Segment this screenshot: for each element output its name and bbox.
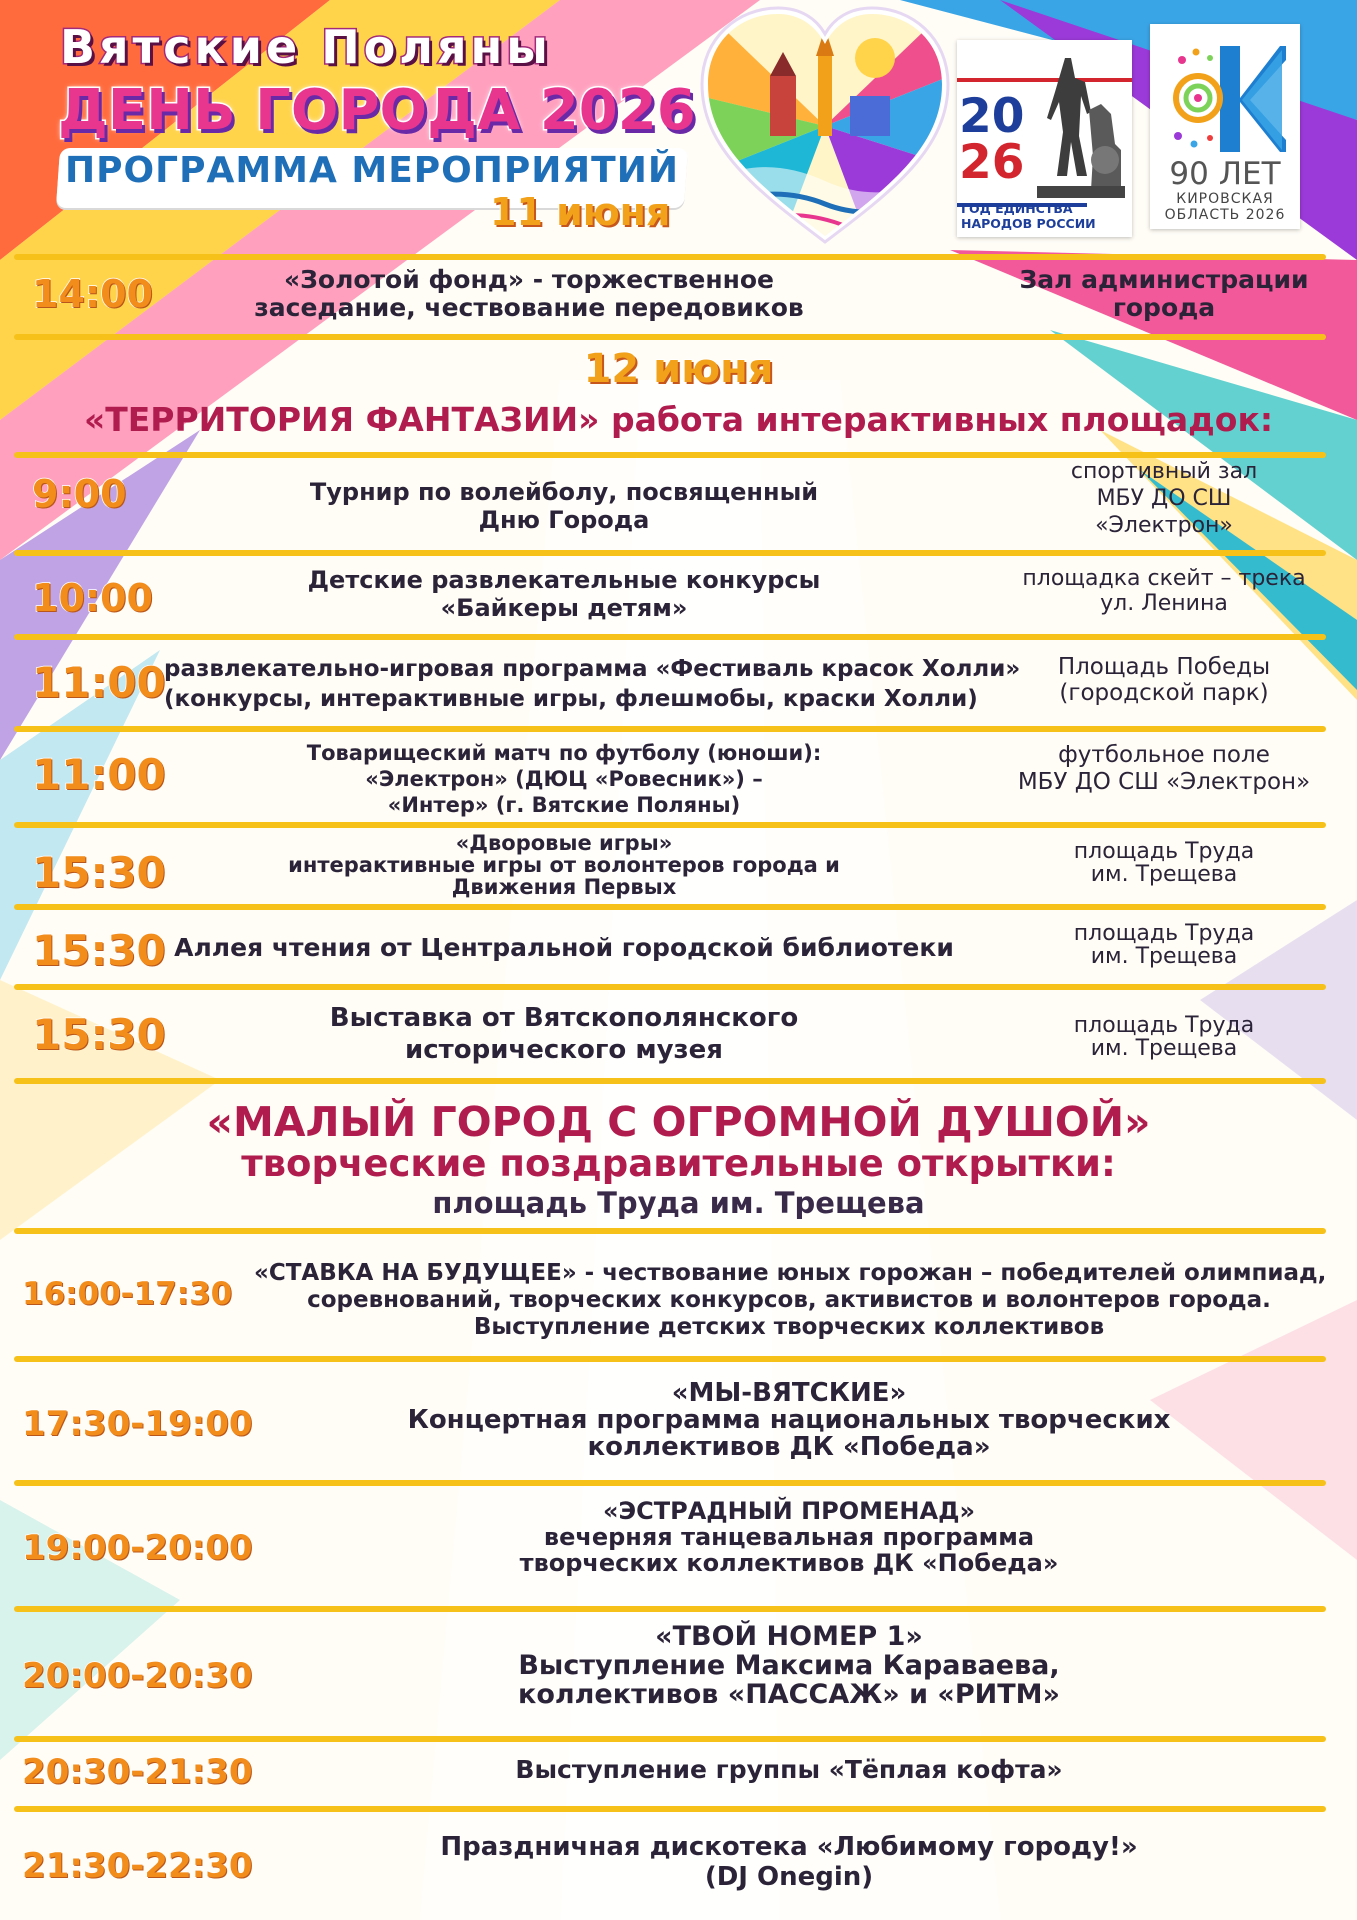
event-venue [994,566,1334,616]
event-venue [994,654,1334,706]
event-time: 14:00 [32,272,153,316]
event-description-line: Выступление группы «Тёплая кофта» [515,1755,1063,1784]
city-heart-emblem-icon [700,6,950,246]
event-venue-line: Площадь Победы [1057,654,1271,680]
event-time: 15:30 [32,1010,166,1059]
event-description [254,1260,1327,1341]
event-description-line: исторического музея [405,1035,723,1065]
event-description-line: Выставка от Вятскополянского [329,1003,799,1033]
event-venue-line: площадка скейт – трека [1022,566,1306,591]
schedule-row [14,1488,1326,1606]
event-description-line: Детские развлекательные конкурсы [307,566,821,594]
event-description-line: «Дворовые игры» [455,831,673,855]
unity-year-bottom: 26 [959,135,1025,190]
anniversary-region [1150,191,1300,223]
event-description-line: Концертная программа национальных творческих [407,1405,1171,1435]
divider-line [14,726,1326,732]
event-description-line: коллективов «ПАССАЖ» и «РИТМ» [518,1679,1060,1710]
monument-icon [1027,50,1127,200]
event-description-line: Товарищеский матч по футболу (юноши): [306,741,822,765]
unity-year-2026-logo-icon [957,40,1132,237]
block2-place: площадь Труда им. Трещева [432,1186,925,1220]
event-venue-line: МБУ ДО СШ «Электрон» [1017,769,1311,795]
event-time: 9:00 [32,472,127,516]
event-venue-line: им. Трещева [1090,944,1238,969]
event-venue-line: города [1112,293,1216,322]
schedule-row [14,830,1326,904]
unity-motto-line2: НАРОДОВ РОССИИ [961,216,1096,231]
event-venue [994,458,1334,539]
event-description-line: «МЫ-ВЯТСКИЕ» [671,1378,907,1408]
event-description-line: «ЭСТРАДНЫЙ ПРОМЕНАД» [603,1497,975,1525]
unity-year-motto [957,201,1111,231]
event-description-line: «Байкеры детям» [440,594,688,622]
event-description [254,1380,1324,1461]
event-time: 21:30-22:30 [22,1846,253,1886]
event-description [254,1832,1324,1892]
event-description-line: заседание, чествование передовиков [254,293,804,322]
event-description [164,478,964,534]
event-description [164,832,964,898]
anniversary-region-line2: ОБЛАСТЬ 2026 [1164,207,1286,223]
event-description-line: Выступление Максима Караваева, [518,1650,1060,1681]
event-description-line: Праздничная дискотека «Любимому городу!» [440,1832,1138,1862]
event-description [164,654,1021,714]
event-venue-line: ул. Ленина [1100,591,1228,616]
kirov-region-90-logo-icon [1150,24,1300,229]
schedule-row [14,458,1326,550]
event-description-line: (конкурсы, интерактивные игры, флешмобы, краски Холли) [164,686,978,712]
event-venue [994,922,1334,968]
event-description [164,934,964,962]
event-venue-line: Зал администрации [1019,265,1309,294]
event-description-line: «Электрон» (ДЮЦ «Ровесник») – [365,767,763,791]
event-time: 17:30-19:00 [22,1404,253,1444]
event-description-line: развлекательно-игровая программа «Фестиваль красок Холли» [164,656,1021,682]
event-venue-line: (городской парк) [1059,680,1269,706]
event-venue-line: площадь Труда [1073,1013,1255,1038]
divider-line [14,550,1326,556]
event-venue-line: площадь Труда [1073,839,1255,864]
divider-line [14,1480,1326,1486]
event-description-line: «ТВОЙ НОМЕР 1» [655,1621,923,1652]
schedule-row [14,1234,1326,1352]
anniversary-region-line1: КИРОВСКАЯ [1176,191,1274,207]
event-description-line: Выступление детских творческих коллективов [473,1314,1105,1340]
divider-line [14,1078,1326,1084]
event-time: 10:00 [32,576,153,620]
event-description-line: вечерняя танцевальная программа [543,1523,1035,1551]
event-description-line: Аллея чтения от Центральной городской библиотеки [174,933,954,962]
event-description-line: коллективов ДК «Победа» [587,1432,991,1462]
divider-line [14,984,1326,990]
schedule-row [14,1364,1326,1478]
event-description [164,566,964,622]
event-description [224,266,834,322]
event-venue-line: спортивный зал [1070,459,1258,484]
unity-year-top: 20 [959,89,1025,144]
divider-line [14,634,1326,640]
divider-line [14,1356,1326,1362]
schedule-row [14,1614,1326,1734]
event-description-line: Турнир по волейболу, посвященный [309,478,819,506]
divider-line [14,1606,1326,1612]
event-time: 19:00-20:00 [22,1528,253,1568]
event-description-line: интерактивные игры от волонтеров города и [288,853,840,877]
event-time: 20:30-21:30 [22,1752,253,1792]
event-time: 15:30 [32,848,166,897]
schedule-row [14,642,1326,726]
city-name: Вятские Поляны [60,20,552,74]
event-venue [994,1014,1334,1060]
event-venue-line: «Электрон» [1095,513,1233,538]
event-description [254,1498,1324,1576]
schedule-row [14,1742,1326,1800]
event-time: 15:30 [32,926,166,975]
schedule-row [14,1824,1326,1914]
event-description-line: (DJ Onegin) [704,1862,874,1892]
schedule-row [14,912,1326,984]
divider-line [14,254,1326,260]
event-time: 11:00 [32,750,166,799]
day1-date: 11 июня [490,190,671,234]
block2-subtitle: творческие поздравительные открытки: [241,1142,1116,1185]
event-description [164,1002,964,1066]
program-title: ПРОГРАММА МЕРОПРИЯТИЙ [65,150,679,191]
day2-date: 12 июня [583,346,774,392]
event-venue [994,266,1334,322]
schedule-row [14,992,1326,1078]
event-description [164,740,964,818]
unity-year-number [959,89,1025,190]
block1-title: «ТЕРРИТОРИЯ ФАНТАЗИИ» работа интерактивных площадок: [83,400,1274,439]
event-description [254,1622,1324,1709]
event-description [254,1756,1324,1784]
unity-motto-line1: ГОД ЕДИНСТВА [961,201,1073,216]
schedule-row [14,558,1326,634]
divider-line [14,334,1326,340]
event-venue-line: МБУ ДО СШ [1096,486,1232,511]
event-description-line: соревнований, творческих конкурсов, активистов и волонтеров города. [307,1287,1271,1313]
event-time: 20:00-20:30 [22,1656,253,1696]
event-venue-line: им. Трещева [1090,1036,1238,1061]
event-venue-line: им. Трещева [1090,862,1238,887]
schedule-row [14,262,1326,332]
event-venue-line: площадь Труда [1073,921,1255,946]
event-venue [994,840,1334,886]
event-description-line: Дню Города [478,506,650,534]
event-description-line: творческих коллективов ДК «Победа» [519,1549,1059,1577]
kirov-k-mark-icon [1168,40,1286,158]
festival-title: ДЕНЬ ГОРОДА 2026 [58,78,696,143]
event-description-line: «Золотой фонд» - торжественное [284,265,774,294]
block2-title: «МАЛЫЙ ГОРОД С ОГРОМНОЙ ДУШОЙ» [206,1098,1151,1146]
event-description-line: «СТАВКА НА БУДУЩЕЕ» - чествование юных горожан – победителей олимпиад, [254,1260,1327,1286]
event-description-line: «Интер» (г. Вятские Поляны) [387,793,741,817]
divider-line [14,904,1326,910]
schedule-row [14,734,1326,822]
event-description-line: Движения Первых [451,875,677,899]
event-time: 16:00-17:30 [22,1276,233,1312]
anniversary-years: 90 ЛЕТ [1169,156,1281,192]
divider-line [14,822,1326,828]
event-venue [994,742,1334,796]
event-venue-line: футбольное поле [1058,742,1270,768]
event-time: 11:00 [32,658,166,707]
divider-line [14,1806,1326,1812]
